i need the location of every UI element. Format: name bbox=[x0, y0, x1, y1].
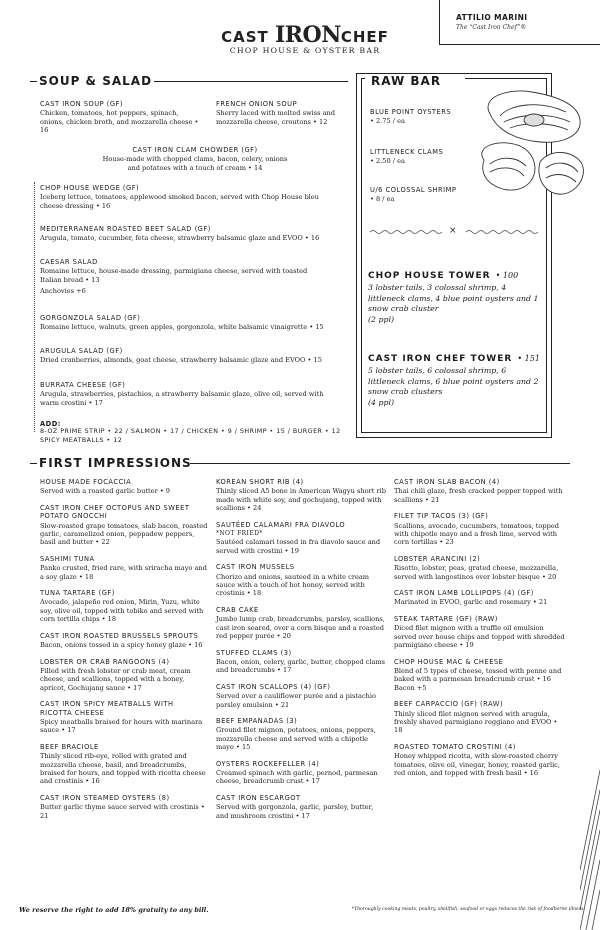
add-label: ADD: bbox=[40, 420, 61, 428]
first-col-2 bbox=[216, 478, 386, 828]
menu-item bbox=[394, 700, 566, 735]
item-desc: Ground filet mignon, potatoes, onions, peppers, mozzarella cheese and served with a chipotle mayo • 15 bbox=[216, 726, 376, 752]
logo-chef: CHEF bbox=[340, 28, 389, 46]
item-desc: House-made with chopped clams, bacon, celery, onions and potatoes with a touch of cream • 14 bbox=[102, 155, 288, 172]
menu-item bbox=[40, 314, 340, 332]
item-name: CAST IRON ROASTED BRUSSELS SPROUTS bbox=[40, 631, 199, 640]
item-desc: Avocado, jalapeño red onion, Mirin, Yuzu, white soy, olive oil, topped with tobiko and served with corn tortilla chips • 18 bbox=[40, 598, 204, 624]
item-name: U/6 COLOSSAL SHRIMP bbox=[370, 186, 457, 194]
item-desc: Diced filet mignon with a truffle oil emulsion served over house chips and topped with shredded parmigiano cheese • 19 bbox=[394, 624, 565, 650]
section-title: FIRST IMPRESSIONS bbox=[39, 456, 192, 470]
item-desc: Risotto, lobster, peas, grated cheese, mozzarella, served with langostinos over lobster bisque • 20 bbox=[394, 564, 559, 581]
item-name: FRENCH ONION SOUP bbox=[216, 100, 298, 108]
item-desc: Thai chili glaze, fresh cracked pepper topped with scallions • 21 bbox=[394, 487, 563, 504]
item-desc: Arugula, strawberries, pistachios, a strawberry balsamic glaze, olive oil, served with warm crostini • 17 bbox=[40, 390, 324, 407]
item-desc: Romaine lettuce, walnuts, green apples, gorgonzola, white balsamic vinaigrette • 15 bbox=[40, 323, 324, 332]
item-name: ARUGULA SALAD (GF) bbox=[40, 347, 123, 355]
tower-ppl: (4 ppl) bbox=[368, 397, 394, 407]
item-name: CRAB CAKE bbox=[216, 605, 259, 614]
section-title: SOUP & SALAD bbox=[39, 74, 153, 88]
menu-item bbox=[40, 794, 208, 820]
menu-item bbox=[216, 478, 386, 513]
menu-item bbox=[100, 146, 290, 172]
item-name: OYSTERS ROCKEFELLER (4) bbox=[216, 759, 320, 768]
item-name: CAST IRON SCALLOPS (4) (GF) bbox=[216, 682, 331, 691]
item-name: CAST IRON SLAB BACON (4) bbox=[394, 478, 500, 486]
item-desc: Bacon, onion, celery, garlic, butter, chopped clams and breadcrumbs • 17 bbox=[216, 657, 386, 675]
item-name: CHOP HOUSE MAC & CHEESE bbox=[394, 657, 504, 666]
item-name: CAST IRON CHEF OCTOPUS AND SWEET POTATO GNOCCHI bbox=[40, 503, 190, 521]
item-name: CAST IRON CLAM CHOWDER (GF) bbox=[132, 146, 258, 154]
raw-item bbox=[370, 186, 480, 204]
menu-item bbox=[216, 606, 386, 641]
item-desc: Thinly sliced A5 bone in American Wagyu short rib made with white soy, and gochujang, topped with scallions • 24 bbox=[216, 487, 386, 513]
item-note: *NOT FRIED* bbox=[216, 530, 263, 538]
first-col-1 bbox=[40, 478, 208, 828]
menu-item bbox=[216, 794, 386, 820]
tower-price: • 100 bbox=[495, 271, 519, 280]
logo-iron: IRON bbox=[274, 22, 341, 48]
menu-item bbox=[394, 743, 566, 778]
gratuity-note: We reserve the right to add 18% gratuity to any bill. bbox=[19, 906, 209, 914]
raw-item bbox=[370, 148, 470, 166]
menu-item bbox=[40, 658, 208, 693]
item-name: HOUSE MADE FOCACCIA bbox=[40, 478, 132, 486]
item-name: BURRATA CHEESE (GF) bbox=[40, 381, 126, 389]
menu-item bbox=[40, 700, 208, 735]
menu-item bbox=[394, 615, 566, 650]
item-desc: Chorizo and onions, sauteed in a white cream sauce with a touch of hot honey, served with crostinis • 18 bbox=[216, 572, 370, 598]
menu-item bbox=[40, 589, 208, 624]
raw-item bbox=[370, 108, 470, 126]
item-desc: Served over a cauliflower purée and a pistachio parsley emulsion • 21 bbox=[216, 692, 376, 709]
item-desc: Blend of 5 types of cheese, tossed with penne and baked with a parmesan breadcrumb crust • 16 bbox=[394, 666, 562, 684]
item-name: CHOP HOUSE WEDGE (GF) bbox=[40, 184, 140, 192]
item-desc: Sherry laced with melted swiss and mozzarella cheese, croutons • 12 bbox=[216, 109, 336, 126]
menu-item bbox=[394, 658, 566, 693]
item-name: TUNA TARTARE (GF) bbox=[40, 589, 115, 598]
menu-item bbox=[216, 563, 386, 598]
menu-item bbox=[394, 478, 566, 504]
menu-item bbox=[40, 632, 208, 650]
item-name: LOBSTER OR CRAB RANGOONS (4) bbox=[40, 657, 170, 666]
add-line-2: SPICY MEATBALLS • 12 bbox=[40, 436, 123, 444]
item-name: FILET TIP TACOS (3) (GF) bbox=[394, 512, 489, 521]
item-desc: Sautéed calamari tossed in fra diavolo sauce and served with crostini • 19 bbox=[216, 538, 381, 555]
item-desc: Bacon, onions tossed in a spicy honey glaze • 16 bbox=[40, 641, 203, 650]
menu-item bbox=[394, 589, 566, 607]
item-name: CAESAR SALAD bbox=[40, 258, 98, 266]
item-name: CAST IRON STEAMED OYSTERS (8) bbox=[40, 793, 170, 802]
cast-iron-chef-tower bbox=[368, 346, 544, 408]
first-col-3 bbox=[394, 478, 566, 785]
item-price: • 2.75 / ea bbox=[370, 117, 405, 126]
chop-house-tower bbox=[368, 263, 544, 325]
item-desc: Scallions, avocado, cucumbers, tomatoes, topped with chipotle mayo and a fresh lime, served with corn tortillas • 23 bbox=[394, 521, 559, 547]
item-name: CAST IRON ESCARGOT bbox=[216, 793, 301, 802]
chef-subtitle: The “Cast Iron Chef”® bbox=[456, 24, 527, 31]
tower-ppl: (2 ppl) bbox=[368, 314, 394, 324]
item-desc: Jumbo lump crab, breadcrumbs, parsley, scallions, cast iron seared, over a corn bisque and a roasted red pepper purée • 20 bbox=[216, 615, 385, 641]
section-title: RAW BAR bbox=[371, 74, 442, 88]
menu-item bbox=[216, 683, 386, 709]
food-safety-warning: *Thoroughly cooking meats, poultry, shellfish, seafood or eggs reduces the risk of foodborne illness. bbox=[351, 907, 585, 912]
item-name: CAST IRON SOUP (GF) bbox=[40, 100, 124, 108]
item-desc: Spicy meatballs braised for hours with marinara sauce • 17 bbox=[40, 717, 203, 735]
item-name: CAST IRON MUSSELS bbox=[216, 563, 295, 572]
item-name: GORGONZOLA SALAD (GF) bbox=[40, 314, 141, 322]
menu-item bbox=[216, 100, 344, 126]
item-name: ROASTED TOMATO CROSTINI (4) bbox=[394, 742, 516, 751]
item-name: BLUE POINT OYSTERS bbox=[370, 108, 452, 116]
section-header-raw-bar bbox=[365, 74, 465, 88]
item-name: KOREAN SHORT RIB (4) bbox=[216, 478, 304, 486]
menu-item bbox=[216, 521, 386, 556]
menu-item bbox=[40, 381, 340, 407]
item-desc: Iceberg lettuce, tomatoes, applewood smoked bacon, served with Chop House bleu cheese dressing • 16 bbox=[40, 193, 319, 210]
dotted-divider bbox=[34, 182, 35, 432]
logo-cast: CAST bbox=[221, 28, 275, 46]
item-desc: Slow-roasted grape tomatoes, slab bacon, roasted garlic, caramelized onion, peppadew peppers, basil and butter • 22 bbox=[40, 521, 208, 547]
item-desc: Honey whipped ricotta, with slow-roasted cherry tomatoes, olive oil, vinegar, honey, roasted garlic, red onion, and topped with fresh basil • 16 bbox=[394, 752, 560, 777]
chef-name: ATTILIO MARINI bbox=[456, 13, 528, 22]
section-header-first-impressions bbox=[30, 456, 570, 470]
item-name: SAUTÉED CALAMARI FRA DIAVOLO bbox=[216, 520, 346, 529]
menu-item bbox=[40, 504, 208, 547]
menu-item bbox=[40, 225, 340, 243]
item-name: BEEF BRACIOLE bbox=[40, 742, 99, 751]
item-desc: Filled with fresh lobster or crab meat, cream cheese, and scallions, topped with a honey, apricot, Gochujang sauce • 17 bbox=[40, 666, 191, 692]
restaurant-logo bbox=[205, 22, 405, 55]
chef-box bbox=[439, 0, 600, 45]
item-desc: Thinly sliced filet mignon served with arugula, freshly shaved parmigiano reggiano and EVOO • 18 bbox=[394, 709, 558, 735]
menu-item bbox=[216, 717, 386, 752]
item-name: STUFFED CLAMS (3) bbox=[216, 648, 292, 657]
tower-desc: 5 lobster tails, 6 colossal shrimp, 6 littleneck clams, 6 blue point oysters and 2 snow crab clusters bbox=[368, 366, 539, 396]
item-extra: Anchovies +6 bbox=[40, 287, 86, 296]
item-price: • 8 / ea bbox=[370, 195, 395, 204]
add-line-1: 8-OZ PRIME STRIP • 22 / SALMON • 17 / CHICKEN • 9 / SHRIMP • 15 / BURGER • 12 bbox=[40, 428, 341, 436]
tower-desc: 3 lobster tails, 3 colossal shrimp, 4 littleneck clams, 4 blue point oysters and 1 snow crab cluster bbox=[368, 283, 539, 313]
item-extra: Bacon +5 bbox=[394, 683, 427, 692]
item-name: STEAK TARTARE (GF) (RAW) bbox=[394, 614, 498, 623]
item-name: CAST IRON LAMB LOLLIPOPS (4) (GF) bbox=[394, 589, 534, 598]
menu-item bbox=[40, 347, 340, 365]
tower-price: • 151 bbox=[517, 354, 540, 363]
item-desc: Thinly sliced rib-eye, rolled with grated and mozzarella cheese, basil, and breadcrumbs, braised for hours, and topped with ricotta cheese and crostinis • 16 bbox=[40, 752, 206, 786]
item-desc: Marinated in EVOO, garlic and rosemary • 21 bbox=[394, 598, 548, 607]
menu-item bbox=[40, 258, 330, 296]
tower-name: CHOP HOUSE TOWER bbox=[368, 271, 491, 281]
item-name: SASHIMI TUNA bbox=[40, 554, 95, 563]
item-price: • 2.50 / ea bbox=[370, 157, 405, 166]
item-desc: Served with a roasted garlic butter • 9 bbox=[40, 487, 171, 496]
item-desc: Chicken, tomatoes, hot peppers, spinach, onions, chicken broth, and mozzarella cheese • 16 bbox=[40, 109, 199, 135]
menu-item bbox=[394, 555, 566, 581]
item-desc: Creamed spinach with garlic, pernod, parmesan cheese, breadcrumb crust • 17 bbox=[216, 768, 378, 786]
menu-item bbox=[40, 184, 340, 210]
tower-name: CAST IRON CHEF TOWER bbox=[368, 354, 513, 364]
item-name: CAST IRON SPICY MEATBALLS WITH RICOTTA CHEESE bbox=[40, 700, 174, 717]
item-desc: Dried cranberries, almonds, goat cheese, strawberry balsamic glaze and EVOO • 15 bbox=[40, 356, 322, 365]
menu-item bbox=[394, 512, 566, 547]
item-desc: Romaine lettuce, house-made dressing, parmigiana cheese, served with toasted Italian bread • 13 bbox=[40, 267, 308, 284]
oyster-illustration bbox=[470, 86, 588, 206]
menu-item bbox=[40, 478, 208, 496]
item-name: MEDITERRANEAN ROASTED BEET SALAD (GF) bbox=[40, 225, 211, 233]
logo-tagline: CHOP HOUSE & OYSTER BAR bbox=[229, 46, 381, 55]
menu-item bbox=[216, 760, 386, 786]
item-desc: Served with gorgonzola, garlic, parsley, butter, and mushroom crostini • 17 bbox=[216, 803, 374, 820]
item-desc: Panko crusted, fried rare, with sriracha mayo and a soy glaze • 18 bbox=[40, 564, 207, 581]
item-name: LOBSTER ARANCINI (2) bbox=[394, 554, 481, 563]
item-desc: Butter garlic thyme sauce served with crostinis • 21 bbox=[40, 803, 205, 820]
menu-item bbox=[216, 649, 386, 675]
add-ons bbox=[40, 420, 352, 445]
divider-cross: × bbox=[449, 226, 457, 236]
menu-item bbox=[40, 743, 208, 786]
section-header-soup-salad bbox=[30, 74, 348, 88]
menu-item bbox=[40, 100, 200, 135]
item-name: BEEF EMPANADAS (3) bbox=[216, 716, 298, 725]
menu-item bbox=[40, 555, 208, 581]
item-name: LITTLENECK CLAMS bbox=[370, 148, 444, 156]
item-desc: Arugula, tomato, cucumber, feta cheese, strawberry balsamic glaze and EVOO • 16 bbox=[40, 234, 320, 243]
decorative-stripes bbox=[580, 470, 600, 930]
item-name: BEEF CARPACCIO (GF) (RAW) bbox=[394, 700, 503, 709]
